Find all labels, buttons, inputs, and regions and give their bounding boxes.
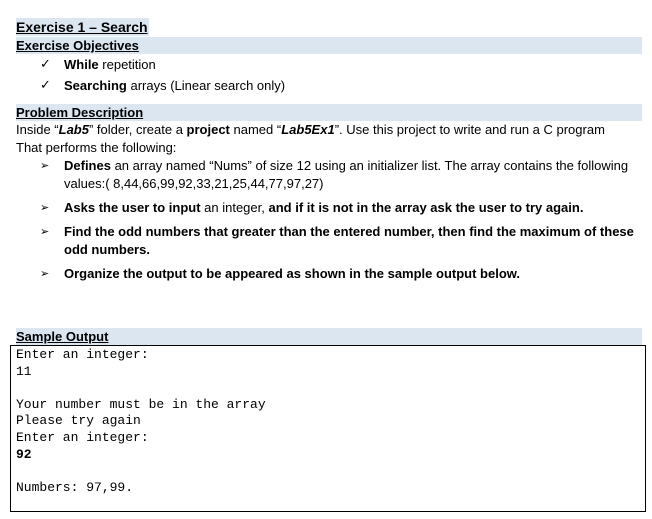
exercise-title: Exercise 1 – Search [16, 19, 148, 35]
arrow-bullet-icon: ➢ [40, 159, 50, 172]
arrow-bullet-icon: ➢ [40, 201, 50, 214]
requirement-item [16, 157, 642, 193]
project-word: project [186, 122, 230, 137]
requirement-text: Organize the output to be appeared as shown in the sample output below. [64, 266, 520, 281]
folder-name: Lab5 [58, 122, 89, 137]
objective-text: repetition [98, 57, 156, 72]
requirement-text: Find the odd numbers that greater than the entered number, then find the maximum of these odd numbers. [64, 224, 634, 257]
text-segment: ” folder, create a [88, 122, 187, 137]
output-line [16, 380, 645, 397]
objective-text: arrays (Linear search only) [126, 78, 286, 93]
check-mark-icon: ✓ [40, 78, 51, 93]
arrow-bullet-icon: ➢ [40, 225, 50, 238]
problem-section [16, 104, 642, 283]
sample-output-box [10, 345, 646, 512]
requirement-item [16, 265, 642, 283]
problem-intro-line [16, 121, 642, 139]
requirement-item [16, 199, 642, 217]
requirement-text: and if it is not in the array ask the user to try again. [268, 200, 584, 215]
objective-item [16, 75, 642, 96]
output-line: Please try again [16, 413, 141, 429]
output-line: Your number must be in the array [16, 396, 266, 412]
output-line [16, 463, 645, 480]
text-segment: named “ [229, 122, 282, 137]
objective-item [16, 54, 642, 75]
sample-output-section [16, 328, 642, 345]
document-page [16, 18, 642, 283]
problem-intro-line-2: That performs the following: [16, 140, 177, 155]
output-line: 92 [16, 446, 32, 462]
requirement-keyword: Defines [64, 158, 111, 173]
requirement-text: an array named “Nums” of size 12 using an initializer list. The array contains the following values:( 8,44,66,99,92,33,21,25,44,77,97,27) [64, 158, 629, 191]
output-line: Numbers: 97,99. [16, 479, 134, 495]
problem-heading: Problem Description [16, 104, 642, 121]
objective-keyword: While [64, 57, 99, 72]
objective-keyword: Searching [64, 78, 127, 93]
arrow-bullet-icon: ➢ [40, 267, 50, 280]
sample-output-heading: Sample Output [16, 328, 642, 345]
requirement-keyword: input [168, 200, 201, 215]
objectives-section [16, 37, 642, 96]
requirement-text: an integer, [200, 200, 269, 215]
output-line: 11 [16, 363, 32, 379]
check-mark-icon: ✓ [40, 57, 51, 72]
requirement-keyword: Asks [64, 200, 96, 215]
requirement-item [16, 223, 642, 259]
output-line: Enter an integer: [16, 429, 149, 445]
output-line: Enter an integer: [16, 347, 149, 362]
requirement-text: the user to [95, 200, 169, 215]
project-name: Lab5Ex1 [281, 122, 335, 137]
text-segment: ”. Use this project to write and run a C program [334, 122, 605, 137]
text-segment: Inside “ [16, 122, 59, 137]
objectives-heading: Exercise Objectives [16, 37, 642, 54]
